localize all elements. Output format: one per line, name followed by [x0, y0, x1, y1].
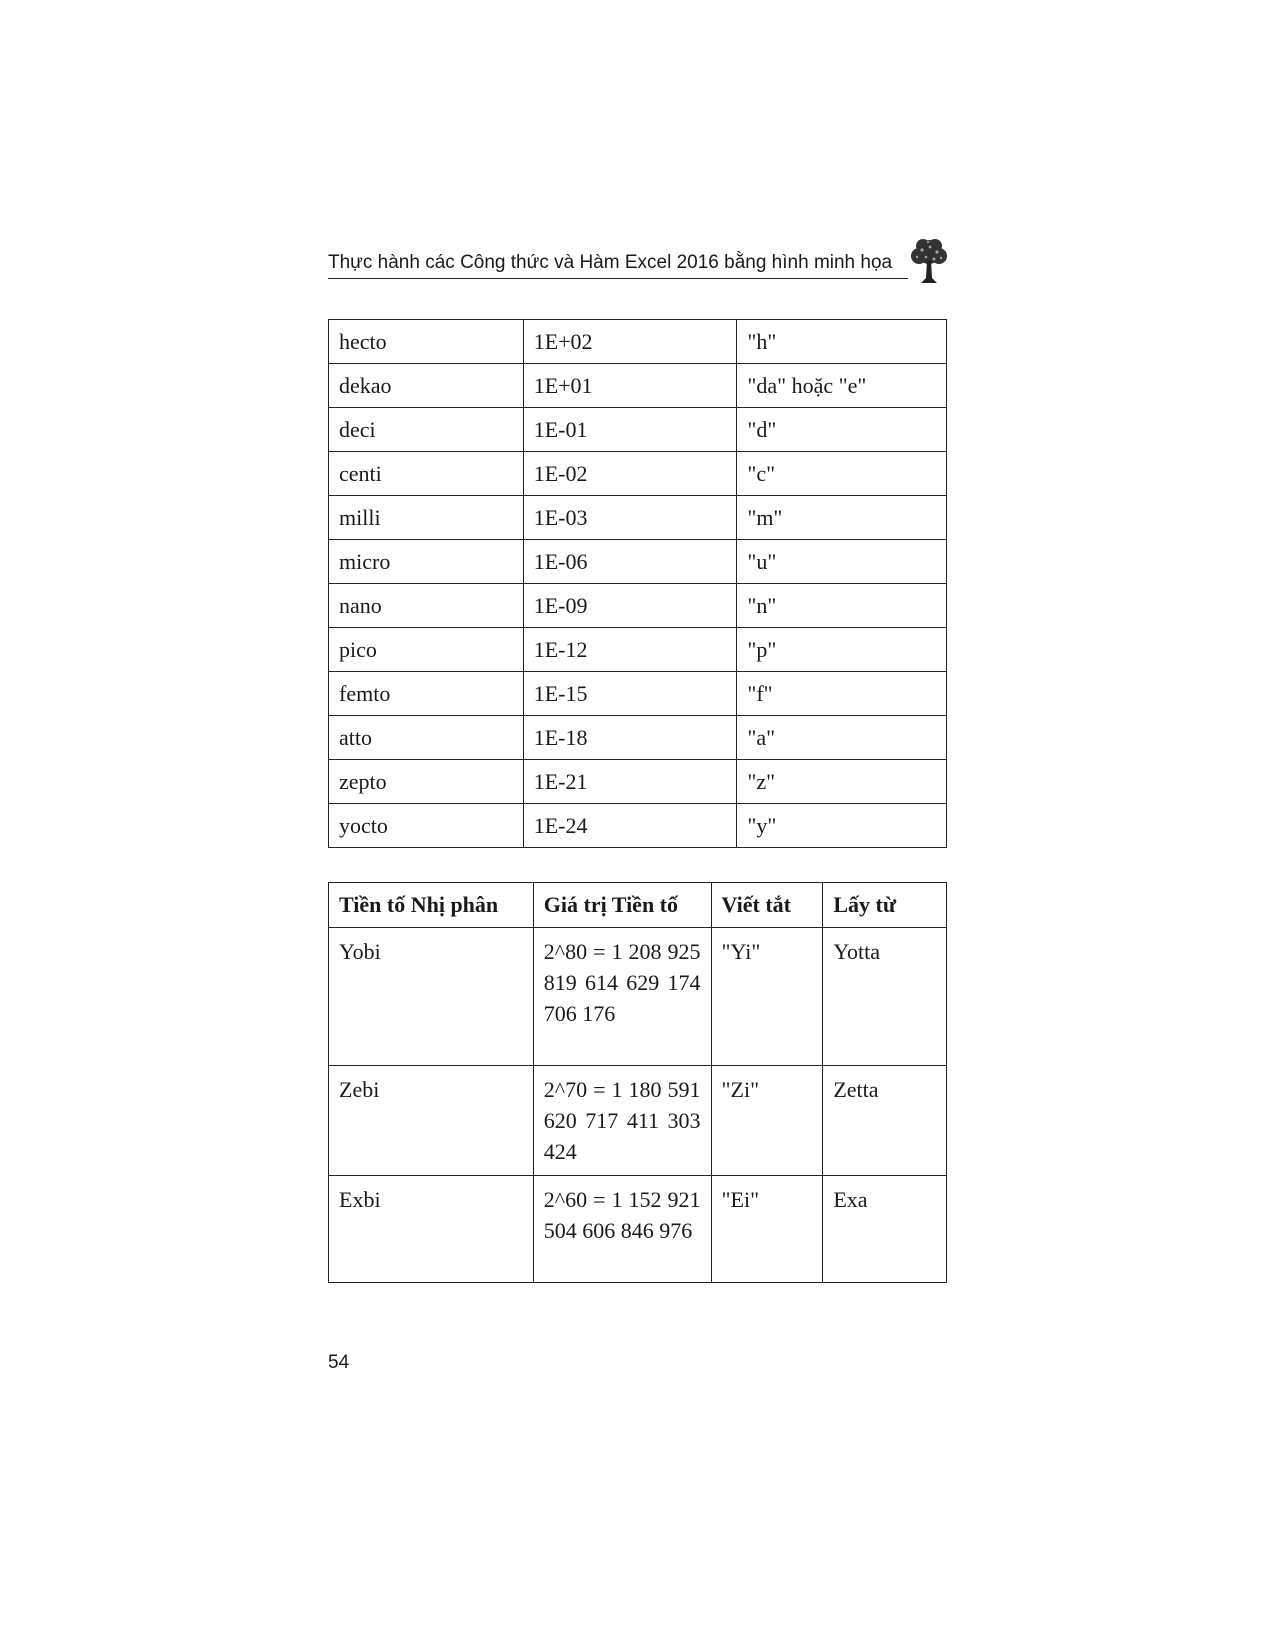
table-row: [329, 672, 947, 716]
table-row: [329, 540, 947, 584]
column-header: Viết tắt: [711, 883, 823, 928]
prefix-name-cell: deci: [329, 408, 524, 452]
prefix-value-cell: 1E-09: [523, 584, 737, 628]
prefix-name-cell: micro: [329, 540, 524, 584]
binary-prefix-abbreviation-cell: "Zi": [711, 1066, 823, 1176]
table-row: [329, 320, 947, 364]
prefix-name-cell: yocto: [329, 804, 524, 848]
column-header: Lấy từ: [823, 883, 947, 928]
binary-prefix-value-cell: 2^60 = 1 152 921 504 606 846 976: [533, 1176, 711, 1283]
tree-icon: [908, 238, 950, 286]
prefix-abbreviation-cell: "m": [737, 496, 947, 540]
binary-prefix-table: [328, 882, 947, 1283]
table-row: [329, 804, 947, 848]
prefix-name-cell: femto: [329, 672, 524, 716]
prefix-value-cell: 1E-01: [523, 408, 737, 452]
prefix-name-cell: centi: [329, 452, 524, 496]
column-header: Tiền tố Nhị phân: [329, 883, 534, 928]
prefix-abbreviation-cell: "f": [737, 672, 947, 716]
table-row: [329, 716, 947, 760]
table-row: [329, 628, 947, 672]
prefix-abbreviation-cell: "n": [737, 584, 947, 628]
prefix-abbreviation-cell: "y": [737, 804, 947, 848]
prefix-abbreviation-cell: "p": [737, 628, 947, 672]
prefix-name-cell: hecto: [329, 320, 524, 364]
decimal-prefix-table: [328, 319, 947, 848]
prefix-abbreviation-cell: "da" hoặc "e": [737, 364, 947, 408]
prefix-value-cell: 1E-24: [523, 804, 737, 848]
prefix-value-cell: 1E-03: [523, 496, 737, 540]
prefix-name-cell: zepto: [329, 760, 524, 804]
prefix-value-cell: 1E-02: [523, 452, 737, 496]
prefix-abbreviation-cell: "u": [737, 540, 947, 584]
prefix-abbreviation-cell: "z": [737, 760, 947, 804]
binary-prefix-origin-cell: Zetta: [823, 1066, 947, 1176]
table-row: [329, 364, 947, 408]
binary-prefix-abbreviation-cell: "Yi": [711, 928, 823, 1066]
table-row: [329, 1066, 947, 1176]
binary-prefix-value-cell: 2^80 = 1 208 925 819 614 629 174 706 176: [533, 928, 711, 1066]
column-header: Giá trị Tiền tố: [533, 883, 711, 928]
binary-prefix-origin-cell: Yotta: [823, 928, 947, 1066]
binary-prefix-abbreviation-cell: "Ei": [711, 1176, 823, 1283]
table-row: [329, 928, 947, 1066]
binary-prefix-name-cell: Yobi: [329, 928, 534, 1066]
table-row: [329, 452, 947, 496]
prefix-abbreviation-cell: "h": [737, 320, 947, 364]
prefix-value-cell: 1E-06: [523, 540, 737, 584]
table-row: [329, 496, 947, 540]
prefix-value-cell: 1E-21: [523, 760, 737, 804]
prefix-abbreviation-cell: "c": [737, 452, 947, 496]
table-row: [329, 1176, 947, 1283]
prefix-abbreviation-cell: "a": [737, 716, 947, 760]
prefix-abbreviation-cell: "d": [737, 408, 947, 452]
running-header: Thực hành các Công thức và Hàm Excel 2016 bằng hình minh họa: [328, 252, 908, 279]
table-row: [329, 408, 947, 452]
prefix-name-cell: nano: [329, 584, 524, 628]
prefix-name-cell: dekao: [329, 364, 524, 408]
binary-prefix-name-cell: Exbi: [329, 1176, 534, 1283]
binary-prefix-name-cell: Zebi: [329, 1066, 534, 1176]
binary-prefix-origin-cell: Exa: [823, 1176, 947, 1283]
table-row: [329, 760, 947, 804]
prefix-name-cell: milli: [329, 496, 524, 540]
table-row: [329, 584, 947, 628]
prefix-name-cell: pico: [329, 628, 524, 672]
table-header-row: [329, 883, 947, 928]
binary-prefix-value-cell: 2^70 = 1 180 591 620 717 411 303 424: [533, 1066, 711, 1176]
prefix-value-cell: 1E-18: [523, 716, 737, 760]
prefix-value-cell: 1E+01: [523, 364, 737, 408]
prefix-value-cell: 1E-12: [523, 628, 737, 672]
prefix-value-cell: 1E+02: [523, 320, 737, 364]
prefix-value-cell: 1E-15: [523, 672, 737, 716]
page-number: 54: [328, 1352, 350, 1373]
prefix-name-cell: atto: [329, 716, 524, 760]
